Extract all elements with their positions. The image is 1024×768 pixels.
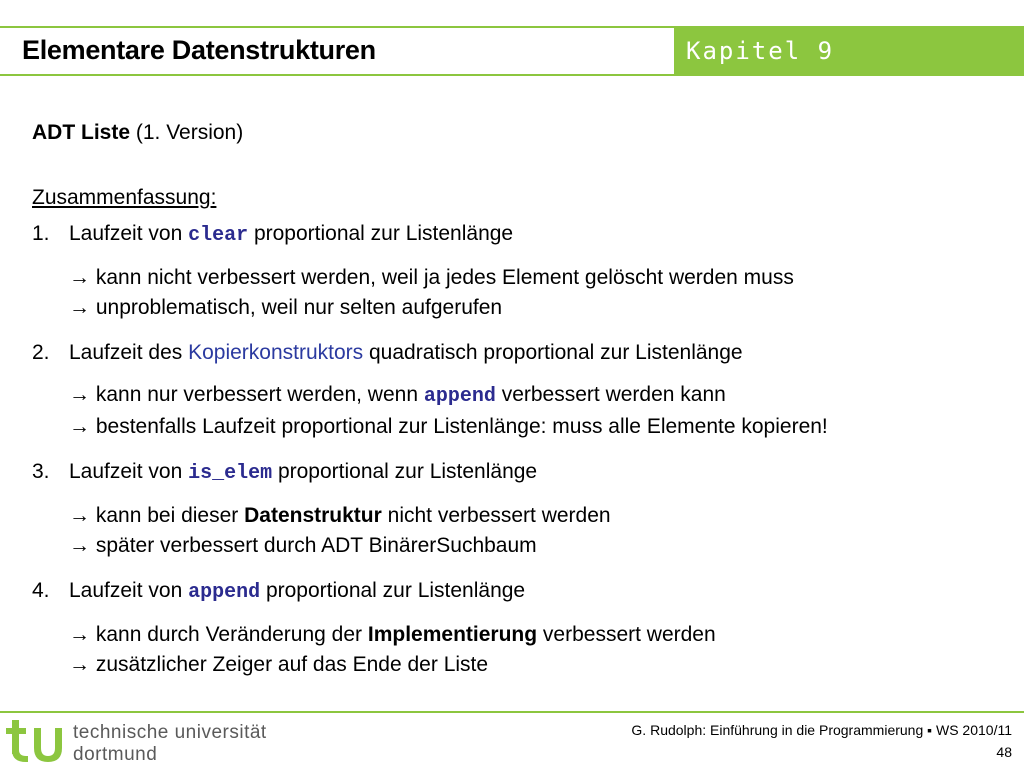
code-append: append [188, 581, 261, 604]
note-line: → kann nicht verbessert werden, weil ja jedes Element gelöscht werden muss [69, 266, 794, 289]
summary-item-1 [32, 219, 1007, 323]
note-text: → kann nur verbessert werden, wenn [69, 383, 424, 406]
adt-heading-version: (1. Version) [130, 121, 244, 144]
note-text: nicht verbessert werden [381, 504, 611, 527]
note-text: verbessert werden kann [495, 383, 726, 406]
summary-item-4 [32, 576, 1007, 680]
item-number: 1. [32, 222, 50, 245]
summary-item-3-main [32, 457, 1007, 489]
footer-rule [0, 711, 1024, 713]
summary-item-4-main [32, 576, 1007, 608]
code-clear: clear [188, 224, 249, 247]
item-number: 2. [32, 341, 50, 364]
chapter-label: Kapitel 9 [686, 37, 835, 65]
kopierkonstruktor-term: Kopierkonstruktors [188, 341, 364, 364]
note-line [32, 620, 1007, 650]
chapter-banner [674, 28, 1024, 74]
note-line [32, 501, 1007, 531]
item-text: Laufzeit von [69, 460, 189, 483]
university-line-2: dortmund [73, 744, 158, 765]
item-number: 4. [32, 579, 50, 602]
item-number: 3. [32, 460, 50, 483]
item-text: Laufzeit des [69, 341, 189, 364]
note-text: verbessert werden [537, 623, 716, 646]
summary-item-1-notes [32, 263, 1007, 323]
adt-heading-bold: ADT Liste [32, 121, 131, 144]
item-text: proportional zur Listenlänge [260, 579, 526, 602]
summary-item-3-notes [32, 501, 1007, 561]
item-text: proportional zur Listenlänge [248, 222, 514, 245]
code-is-elem: is_elem [188, 462, 273, 485]
university-line-1: technische universität [73, 722, 267, 743]
footer-credit: G. Rudolph: Einführung in die Programmierung ▪ WS 2010/11 [631, 722, 1012, 738]
item-text: Laufzeit von [69, 579, 189, 602]
tu-logo-icon [6, 718, 66, 764]
summary-item-2-main [32, 338, 1007, 368]
summary-item-4-notes [32, 620, 1007, 680]
note-line: → bestenfalls Laufzeit proportional zur Listenlänge: muss alle Elemente kopieren! [69, 415, 828, 438]
item-text: Laufzeit von [69, 222, 189, 245]
slide-title: Elementare Datenstrukturen [22, 35, 376, 65]
summary-item-3 [32, 457, 1007, 561]
adt-heading [32, 118, 1007, 148]
summary-item-1-main [32, 219, 1007, 251]
slide-content [32, 118, 1007, 680]
summary-item-2 [32, 338, 1007, 442]
summary-item-2-notes [32, 380, 1007, 442]
header-bottom-rule [0, 74, 1024, 76]
page-number: 48 [996, 744, 1012, 760]
note-line [32, 380, 1007, 412]
item-text: quadratisch proportional zur Listenlänge [363, 341, 743, 364]
summary-heading: Zusammenfassung: [32, 186, 217, 209]
university-name [73, 722, 267, 766]
note-line: → später verbessert durch ADT BinärerSuchbaum [69, 534, 537, 557]
note-text: → kann bei dieser [69, 504, 245, 527]
item-text: proportional zur Listenlänge [272, 460, 538, 483]
note-text: → kann durch Veränderung der [69, 623, 368, 646]
bold-term: Datenstruktur [244, 504, 382, 527]
note-line: → unproblematisch, weil nur selten aufgerufen [69, 296, 503, 319]
bold-term: Implementierung [367, 623, 538, 646]
code-append: append [423, 385, 496, 408]
note-line: → zusätzlicher Zeiger auf das Ende der Liste [69, 653, 489, 676]
